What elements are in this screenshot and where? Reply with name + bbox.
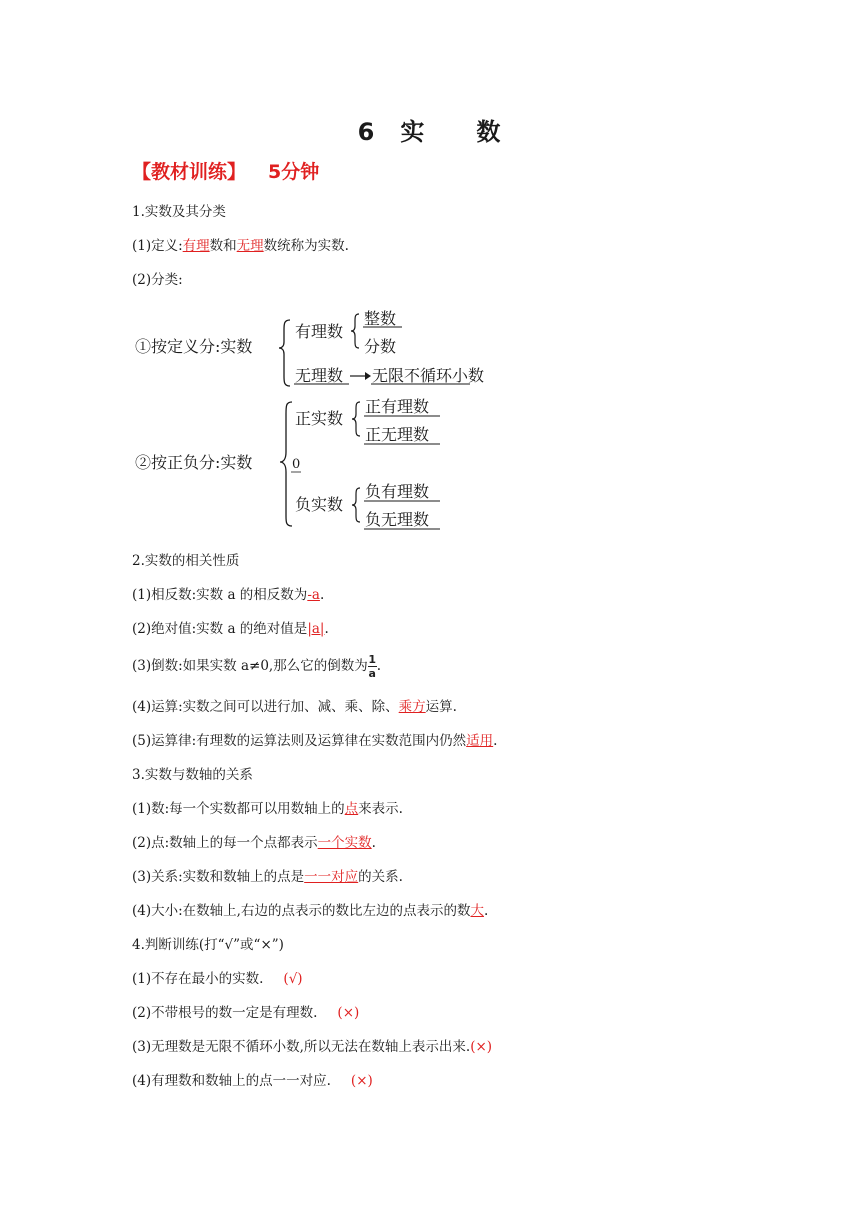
s3-item-4: (4)大小:在数轴上,右边的点表示的数比左边的点表示的数大. [132,903,489,919]
s2-item-2: (2)绝对值:实数 a 的绝对值是|a|. [132,621,329,637]
s1-definition: (1)定义:有理数和无理数统称为实数. [132,238,349,254]
title-part2: 数 [476,118,503,146]
judgement-answer: (×) [350,1073,373,1089]
c1-big-brace [279,320,290,386]
s1-heading: 1.实数及其分类 [132,204,226,220]
c2-zero: 0 [292,457,301,472]
s4-item-3: (3)无理数是无限不循环小数,所以无法在数轴上表示出来.(×) [132,1039,493,1055]
c1-integer: 整数 [364,309,397,328]
c2-neg: 负实数 [295,495,344,514]
s4-item-2: (2)不带根号的数一定是有理数. (×) [132,1005,360,1021]
c2-neg-irr: 负无理数 [365,510,430,529]
answer-blank: 一个实数 [317,835,372,851]
answer-blank: 无理 [236,238,264,254]
s2-item-1: (1)相反数:实数 a 的相反数为-a. [132,587,325,603]
c1-fraction: 分数 [364,337,397,356]
s2-item-3: (3)倒数:如果实数 a≠0,那么它的倒数为 $\frac{1}{a}$ . [132,653,381,680]
c2-pos-brace [352,402,360,436]
s3-item-3: (3)关系:实数和数轴上的点是一一对应的关系. [132,869,403,885]
c1-irr-def: 无限不循环小数 [372,366,485,385]
title-number: 6 [357,118,377,146]
c2-neg-brace [352,488,360,522]
answer-blank: 适用 [466,733,494,749]
answer-blank: 大 [470,903,484,919]
c2-pos-rat: 正有理数 [365,397,430,416]
s3-item-2: (2)点:数轴上的每一个点都表示一个实数. [132,835,376,851]
section-time: 5分钟 [268,161,320,183]
section-label: 【教材训练】 [132,161,247,183]
answer-blank: 有理 [182,238,210,254]
reciprocal-fraction: $\frac{1}{a}$ [368,653,377,680]
page-title [0,112,860,147]
s4-heading: 4.判断训练(打“√”或“×”) [132,937,284,953]
s4-item-4: (4)有理数和数轴上的点一一对应. (×) [132,1073,373,1089]
c1-irrational: 无理数 [295,366,344,385]
arrow-head-icon [365,372,371,380]
c2-label: ②按正负分:实数 [135,453,253,472]
c1-rational: 有理数 [295,322,344,341]
s2-item-5: (5)运算律:有理数的运算法则及运算律在实数范围内仍然适用. [132,733,498,749]
c2-pos-irr: 正无理数 [365,425,430,444]
c2-pos: 正实数 [295,409,344,428]
c2-big-brace [280,402,292,526]
answer-blank: 乘方 [398,699,426,715]
s4-item-1: (1)不存在最小的实数. (√) [132,971,303,987]
section-header [132,157,319,184]
s3-item-1: (1)数:每一个实数都可以用数轴上的点来表示. [132,801,403,817]
s3-heading: 3.实数与数轴的关系 [132,767,253,783]
answer-blank: -a [307,587,320,603]
answer-blank: 点 [344,801,359,817]
s1-classification-label: (2)分类: [132,272,183,288]
classification-diagram [130,300,530,538]
c1-label: ①按定义分:实数 [135,337,253,356]
judgement-answer: (×) [337,1005,360,1021]
title-part1: 实 [400,118,427,146]
judgement-answer: (√) [283,971,303,987]
c2-neg-rat: 负有理数 [365,482,430,501]
judgement-answer: (×) [470,1039,493,1055]
c1-small-brace [351,314,359,348]
answer-blank: 一一对应 [304,869,359,885]
s2-item-4: (4)运算:实数之间可以进行加、减、乘、除、乘方运算. [132,699,457,715]
answer-blank: |a| [307,621,325,637]
s2-heading: 2.实数的相关性质 [132,553,240,569]
